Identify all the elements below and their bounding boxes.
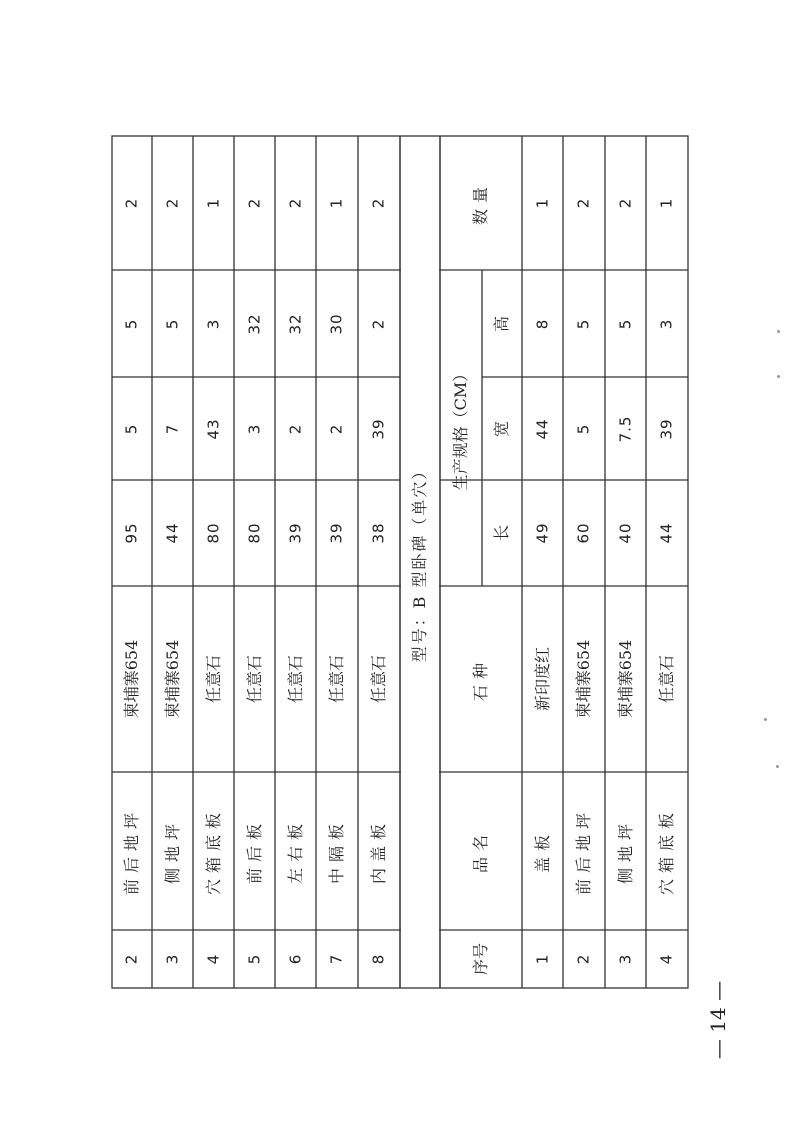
name-cell: 内盖板	[369, 817, 388, 885]
width-cell: 39	[369, 417, 388, 440]
table-row	[275, 930, 316, 988]
header-seq	[440, 930, 522, 988]
header-qty-text: 数量	[471, 180, 490, 226]
seq-cell: 3	[616, 953, 634, 965]
table-row	[152, 930, 193, 988]
height-cell: 5	[122, 318, 141, 329]
length-cell: 44	[657, 522, 676, 544]
length-cell: 49	[533, 522, 551, 544]
height-cell: 8	[533, 318, 551, 329]
length-cell: 60	[574, 522, 593, 544]
height-cell: 5	[574, 318, 593, 329]
scan-speck	[777, 375, 780, 378]
table-row	[193, 930, 234, 988]
seq-cell: 6	[286, 953, 304, 965]
header-stone-text: 石种	[471, 656, 490, 702]
width-cell: 39	[657, 417, 676, 440]
section-title-text: 型号：B 型卧碑（单穴）	[410, 461, 429, 663]
name-cell: 中隔板	[327, 817, 346, 885]
stone-cell: 柬埔寨654	[615, 639, 635, 719]
header-length	[482, 480, 522, 586]
height-cell: 2	[369, 318, 388, 329]
seq-cell: 3	[163, 953, 181, 965]
name-cell: 盖板	[532, 828, 552, 874]
height-cell: 30	[327, 312, 346, 335]
height-cell: 32	[286, 312, 304, 335]
table-row	[522, 930, 563, 988]
seq-cell: 7	[327, 953, 346, 965]
length-cell: 80	[204, 522, 222, 544]
seq-cell: 5	[245, 953, 263, 965]
page-number	[703, 965, 733, 1075]
scan-speck	[764, 718, 767, 721]
stone-cell: 柬埔寨654	[122, 639, 141, 719]
header-height-text: 高	[492, 315, 511, 332]
seq-cell: 2	[122, 953, 141, 965]
length-cell: 39	[286, 522, 304, 544]
name-cell: 穴箱底板	[203, 806, 223, 896]
height-cell: 5	[163, 318, 181, 329]
name-cell: 前后板	[244, 817, 264, 885]
height-cell: 5	[616, 318, 634, 329]
length-cell: 38	[369, 522, 388, 544]
stone-cell: 任意石	[369, 654, 388, 704]
table-row	[563, 930, 605, 988]
stone-cell: 任意石	[327, 654, 346, 704]
width-cell: 5	[574, 423, 593, 434]
qty-cell: 2	[286, 197, 304, 209]
header-qty	[440, 136, 522, 270]
height-cell: 3	[657, 318, 676, 329]
table-row	[646, 930, 688, 988]
width-cell: 2	[327, 423, 346, 434]
header-spec-text: 生产规格（CM）	[451, 365, 470, 491]
height-cell: 3	[204, 318, 222, 329]
height-cell: 32	[245, 312, 263, 335]
section-title	[400, 136, 440, 988]
name-cell: 左右板	[285, 817, 305, 885]
header-seq-text: 序号	[471, 942, 490, 976]
seq-cell: 8	[369, 953, 388, 965]
width-cell: 44	[533, 417, 551, 440]
header-spec	[440, 270, 482, 586]
table-row	[605, 930, 646, 988]
name-cell: 穴箱底板	[657, 806, 676, 896]
scan-speck	[777, 330, 780, 333]
length-cell: 44	[163, 522, 181, 544]
stone-cell: 任意石	[203, 654, 223, 704]
stone-cell: 任意石	[657, 654, 676, 704]
qty-cell: 2	[163, 197, 181, 209]
name-cell: 前后地坪	[122, 806, 141, 896]
width-cell: 5	[122, 423, 141, 434]
stone-cell: 任意石	[285, 654, 305, 704]
header-name-text: 品名	[471, 828, 490, 874]
qty-cell: 2	[369, 197, 388, 209]
name-cell: 前后地坪	[574, 806, 593, 896]
qty-cell: 1	[657, 197, 676, 209]
stone-cell: 柬埔寨654	[162, 639, 182, 719]
header-stone	[440, 586, 522, 772]
table-row	[358, 930, 400, 988]
width-cell: 3	[245, 423, 263, 434]
header-height	[482, 270, 522, 377]
seq-cell: 1	[533, 953, 551, 965]
page-number-text: — 14 —	[706, 980, 730, 1060]
length-cell: 80	[245, 522, 263, 544]
stone-cell: 新印度红	[532, 646, 552, 712]
header-name	[440, 772, 522, 930]
name-cell: 侧地坪	[162, 817, 182, 885]
qty-cell: 1	[533, 197, 551, 209]
width-cell: 43	[204, 417, 222, 440]
seq-cell: 2	[574, 953, 593, 965]
qty-cell: 1	[204, 197, 222, 209]
seq-cell: 4	[657, 953, 676, 965]
width-cell: 2	[286, 423, 304, 434]
table-row	[112, 930, 152, 988]
seq-cell: 4	[204, 953, 222, 965]
qty-cell: 2	[122, 197, 141, 209]
qty-cell: 2	[616, 197, 634, 209]
length-cell: 40	[616, 522, 634, 544]
stone-cell: 柬埔寨654	[574, 639, 593, 719]
name-cell: 侧地坪	[615, 817, 635, 885]
qty-cell: 2	[245, 197, 263, 209]
header-width	[482, 377, 522, 480]
length-cell: 95	[122, 522, 141, 544]
header-length-text: 长	[492, 524, 511, 542]
header-width-text: 宽	[492, 420, 511, 437]
width-cell: 7.5	[616, 415, 634, 442]
table-row	[316, 930, 358, 988]
qty-cell: 1	[327, 197, 346, 209]
stone-cell: 任意石	[244, 654, 264, 704]
length-cell: 39	[327, 522, 346, 544]
width-cell: 7	[163, 423, 181, 434]
qty-cell: 2	[574, 197, 593, 209]
table-row	[234, 930, 275, 988]
scan-speck	[776, 765, 779, 768]
